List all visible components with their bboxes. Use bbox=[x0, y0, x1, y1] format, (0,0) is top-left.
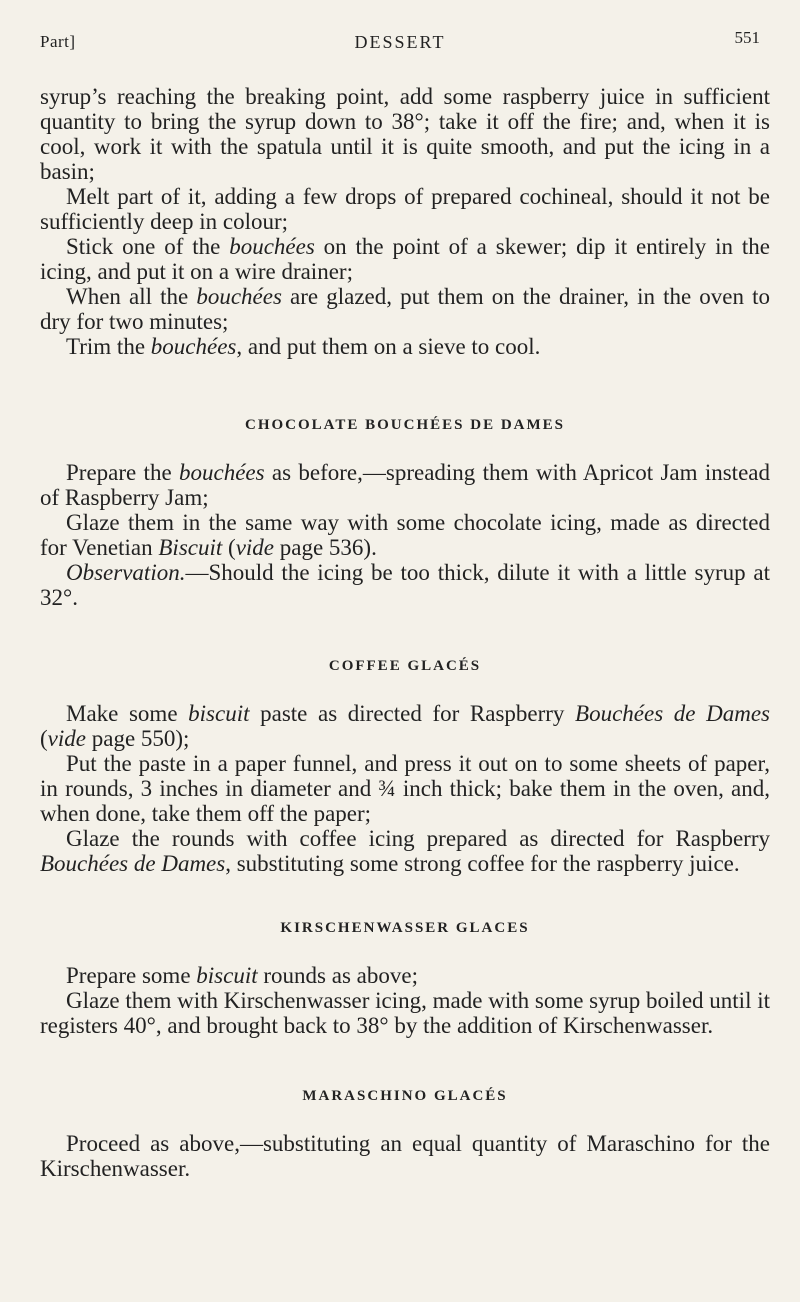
running-title: DESSERT bbox=[354, 32, 446, 52]
paragraph: Glaze the rounds with coffee icing prepared as directed for Raspberry Bouchées de Dames, substituting some strong coffee for the raspberry juice. bbox=[40, 826, 770, 876]
paragraph: Melt part of it, adding a few drops of prepared cochineal, should it not be sufficiently deep in colour; bbox=[40, 184, 770, 234]
paragraph: Prepare some biscuit rounds as above; bbox=[66, 963, 418, 988]
paragraph: Proceed as above,—substituting an equal quantity of Maraschino for the Kirschenwasser. bbox=[40, 1131, 770, 1181]
section-heading: CHOCOLATE BOUCHÉES DE DAMES bbox=[244, 417, 565, 433]
section-heading: COFFEE GLACÉS bbox=[328, 658, 482, 674]
section-heading: MARASCHINO GLACÉS bbox=[302, 1088, 508, 1104]
paragraph: Glaze them with Kirschenwasser icing, made with some syrup boiled until it registers 40°, and brought back to 38° by the addition of Kirschenwasser. bbox=[40, 988, 770, 1038]
paragraph: When all the bouchées are glazed, put them on the drainer, in the oven to dry for two minutes; bbox=[40, 284, 770, 334]
page-number: 551 bbox=[734, 28, 760, 47]
section-heading: KIRSCHENWASSER GLACES bbox=[280, 920, 530, 936]
paragraph: Stick one of the bouchées on the point of a skewer; dip it entirely in the icing, and put it on a wire drainer; bbox=[40, 234, 770, 284]
paragraph: Put the paste in a paper funnel, and press it out on to some sheets of paper, in rounds, 3 inches in diameter and ¾ inch thick; bake them in the oven, and, when done, take them off the paper; bbox=[40, 751, 770, 826]
paragraph: Glaze them in the same way with some chocolate icing, made as directed for Venetian Biscuit (vide page 536). bbox=[40, 510, 770, 560]
part-label: Part] bbox=[40, 32, 76, 51]
paragraph: Observation.—Should the icing be too thick, dilute it with a little syrup at 32°. bbox=[40, 560, 770, 610]
running-header bbox=[40, 28, 760, 58]
paragraph: syrup’s reaching the breaking point, add some raspberry juice in sufficient quantity to bring the syrup down to 38°; take it off the fire; and, when it is cool, work it with the spatula until it is quite smooth, and put the icing in a basin; bbox=[40, 84, 770, 184]
paragraph: Trim the bouchées, and put them on a sieve to cool. bbox=[66, 334, 541, 359]
paragraph: Prepare the bouchées as before,—spreading them with Apricot Jam instead of Raspberry Jam; bbox=[40, 460, 770, 510]
paragraph: Make some biscuit paste as directed for Raspberry Bouchées de Dames (vide page 550); bbox=[40, 701, 770, 751]
page-body bbox=[40, 84, 770, 1181]
